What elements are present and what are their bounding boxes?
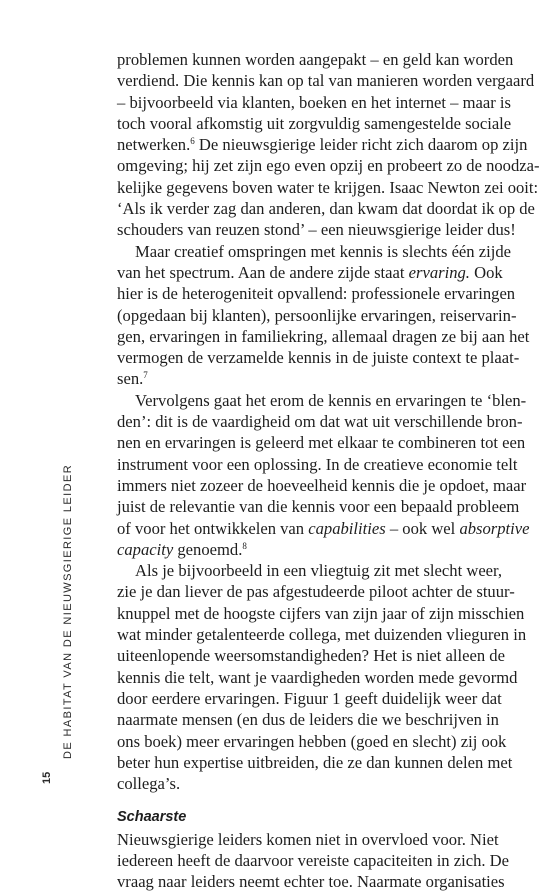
section-heading: Schaarste [117,809,187,826]
text-line: schouders van reuzen stond’ – een nieuwsgierige leider dus! [117,220,516,240]
body-text [117,49,540,893]
text-line [117,262,527,283]
text-line: juist de relevantie van die kennis voor een bepaald probleem [117,497,520,517]
text-line: zie je dan liever de pas afgestudeerde piloot achter de stuur- [117,582,515,602]
text-line: collega’s. [117,774,181,794]
text-line: Als je bijvoorbeeld in een vliegtuig zit met slecht weer, [135,561,503,581]
text-line: kelijke gegevens boven water te krijgen. Isaac Newton zei ooit: [117,177,539,197]
line-text: De nieuwsgierige leider richt zich daarom op zijn [194,135,528,155]
text-line: verdiend. Die kennis kan op tal van manieren worden vergaard [117,71,535,91]
text-line: omgeving; hij zet zijn ego even opzij en probeert zo de noodza- [117,156,540,176]
text-line: immers niet zozeer de hoeveelheid kennis die je opdoet, maar [117,475,527,495]
footnote-ref: 6 [190,136,195,147]
emphasis: absorptive [459,518,530,538]
text-line [117,368,527,389]
text-line: gen, ervaringen in familiekring, allemaal dragen ze bij aan het [117,326,530,346]
text-line: uiteenlopende weersomstandigheden? Het is niet alleen de [117,646,505,666]
text-line: Nieuwsgierige leiders komen niet in overvloed voor. Niet [117,829,499,849]
text-line: nen en ervaringen is geleerd met elkaar te combineren tot een [117,433,526,453]
line-text: of voor het ontwikkelen van [117,518,309,538]
footnote-ref: 8 [242,540,247,551]
text-line: ‘Als ik verder zag dan anderen, dan kwam dat doordat ik op de [117,199,535,219]
text-line: vraag naar leiders neemt echter toe. Naarmate organisaties [117,872,505,892]
text-line: toch vooral afkomstig uit zorgvuldig samengestelde sociale [117,113,512,133]
running-header [60,463,76,772]
text-line: – bijvoorbeeld via klanten, boeken en het internet – maar is [117,92,511,112]
section-gap [117,794,527,807]
text-line: instrument voor een oplossing. In de creatieve economie telt [117,454,518,474]
text-line: den’: dit is de vaardigheid om dat wat uit verschillende bron- [117,412,523,432]
line-text: genoemd. [173,539,243,559]
text-line: knuppel met de hoogste cijfers van zijn jaar of zijn misschien [117,603,525,623]
emphasis: capabilities [308,518,386,538]
text-line [117,134,527,155]
text-line: iedereen heeft de daarvoor vereiste capaciteiten in zich. De [117,850,510,870]
paragraph-1 [117,49,540,241]
emphasis: ervaring. [408,262,470,282]
text-line: Vervolgens gaat het erom de kennis en ervaringen te ‘blen- [135,390,527,410]
footnote-ref: 7 [143,370,148,381]
text-line: naarmate mensen (en dus de leiders die we beschrijven in [117,710,499,730]
text-line [117,539,527,560]
paragraph-4 [117,560,527,794]
text-line: ons boek) meer ervaringen hebben (goed en slecht) zij ook [117,731,507,751]
line-text: Ook [469,262,503,282]
emphasis: capacity [117,539,174,559]
paragraph-2 [117,241,530,390]
line-text: netwerken. [117,135,191,155]
line-text: sen. [117,369,144,389]
text-line: beter hun expertise uitbreiden, die ze dan kunnen delen met [117,752,513,772]
text-line: problemen kunnen worden aangepakt – en geld kan worden [117,50,514,69]
section-schaarste [117,807,527,892]
line-text: van het spectrum. Aan de andere zijde staat [117,262,409,282]
text-line: door eerdere ervaringen. Figuur 1 geeft duidelijk weer dat [117,688,502,708]
text-line: kennis die telt, want je vaardigheden worden mede gevormd [117,667,518,687]
line-text: – ook wel [385,518,460,538]
text-line: vermogen de verzamelde kennis in de juiste context te plaat- [117,348,520,368]
text-line: hier is de heterogeniteit opvallend: professionele ervaringen [117,284,516,304]
text-line [117,518,530,539]
running-header-title: DE HABITAT VAN DE NIEUWSGIERIGE LEIDER [62,463,74,759]
paragraph-3 [117,390,530,560]
text-line: (opgedaan bij klanten), persoonlijke ervaringen, reiservarin- [117,305,517,325]
page-number: 15 [41,771,53,784]
text-line: wat minder getalenteerde collega, met duizenden vlieguren in [117,625,527,645]
text-line: Maar creatief omspringen met kennis is slechts één zijde [135,241,511,261]
